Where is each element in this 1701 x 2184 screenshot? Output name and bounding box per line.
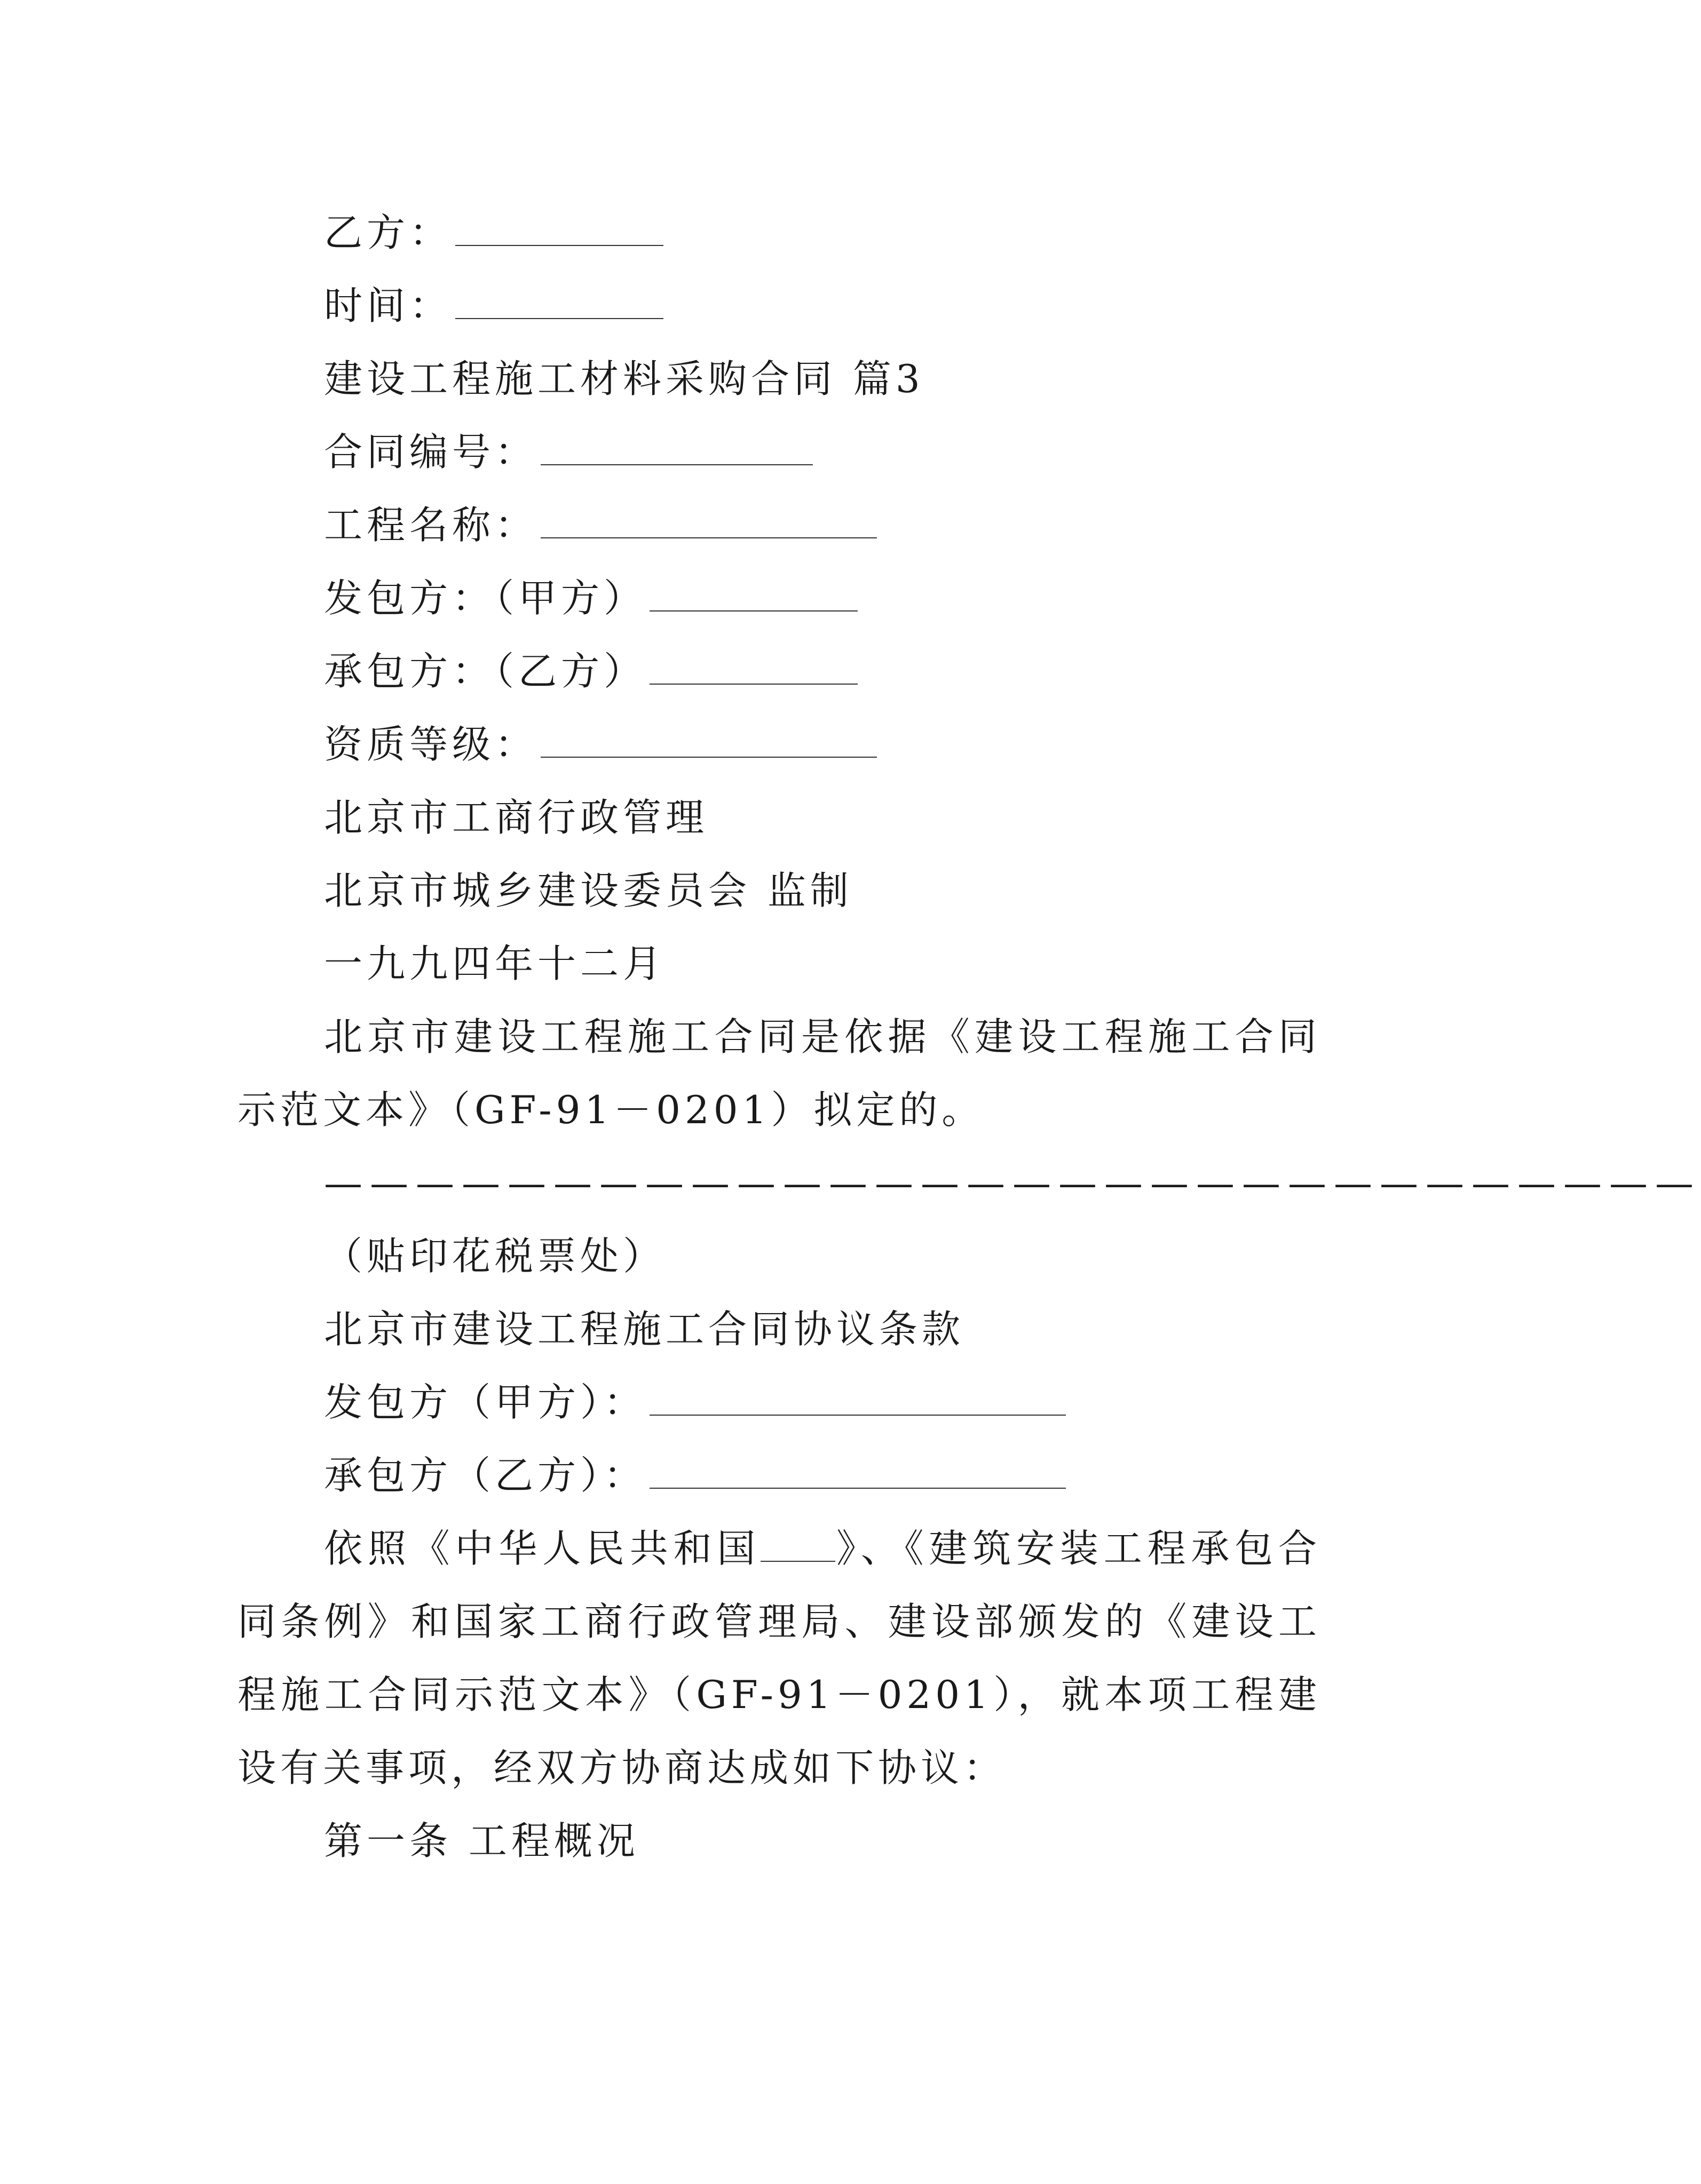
- time-blank: [455, 285, 663, 319]
- employer-label: 发包方：（甲方）: [324, 576, 647, 621]
- contractor-blank-2: [650, 1455, 1066, 1489]
- issue-date-line: [238, 927, 1321, 1000]
- stamp-note-text: （贴印花税票处）: [324, 1234, 666, 1278]
- contractor-line: [238, 635, 1321, 708]
- article-1-line: [238, 1805, 1321, 1878]
- dash-separator: ——————————————————————————————: [324, 1161, 1701, 1205]
- contract-number-line: [238, 416, 1321, 489]
- time-label: 时间：: [324, 283, 453, 328]
- contractor-label: 承包方：（乙方）: [324, 649, 647, 694]
- section-title-text: 建设工程施工材料采购合同 篇3: [324, 356, 924, 401]
- party-b-line: [238, 196, 1321, 269]
- law-name-blank: [761, 1528, 835, 1562]
- issue-date-text: 一九九四年十二月: [324, 941, 666, 986]
- project-name-blank: [541, 504, 877, 538]
- according-paragraph: [238, 1512, 1321, 1805]
- party-b-blank: [455, 212, 663, 246]
- contract-number-label: 合同编号：: [324, 430, 538, 474]
- basis-paragraph: 北京市建设工程施工合同是依据《建设工程施工合同示范文本》（GF-91－0201）拟定的。: [238, 1014, 1321, 1132]
- contractor-blank: [650, 650, 858, 685]
- qualification-label: 资质等级：: [324, 722, 538, 767]
- employer-blank-2: [650, 1381, 1066, 1416]
- agreement-title-text: 北京市建设工程施工合同协议条款: [324, 1307, 965, 1352]
- according-text-1: 依照《中华人民共和国: [324, 1526, 761, 1571]
- project-name-line: [238, 489, 1321, 562]
- qualification-blank: [541, 724, 877, 758]
- contractor-line-2: [238, 1439, 1321, 1512]
- party-b-label: 乙方：: [324, 210, 453, 255]
- issuer-line-1: [238, 781, 1321, 854]
- contract-number-blank: [541, 431, 813, 465]
- employer-line-2: [238, 1366, 1321, 1439]
- contractor-label-2: 承包方（乙方）：: [324, 1453, 647, 1498]
- issuer-line-2: [238, 854, 1321, 927]
- time-line: [238, 269, 1321, 343]
- document-body: [238, 196, 1701, 1878]
- according-text-2: 》、《建筑安装工程承包合同条例》和国家工商行政管理局、建设部颁发的《建设工程施工合同示范文本》（GF-91－0201），就本项工程建设有关事项，经双方协商达成如下协议：: [238, 1526, 1321, 1790]
- project-name-label: 工程名称：: [324, 503, 538, 547]
- article-1-text: 第一条 工程概况: [324, 1818, 639, 1863]
- qualification-line: [238, 708, 1321, 781]
- stamp-note-line: [238, 1220, 1321, 1293]
- issuer-text-2: 北京市城乡建设委员会 监制: [324, 868, 853, 913]
- employer-blank: [650, 577, 858, 611]
- section-title: [238, 343, 1321, 416]
- employer-label-2: 发包方（甲方）：: [324, 1380, 647, 1425]
- agreement-title-line: [238, 1293, 1321, 1366]
- issuer-text-1: 北京市工商行政管理: [324, 795, 709, 840]
- employer-line: [238, 562, 1321, 635]
